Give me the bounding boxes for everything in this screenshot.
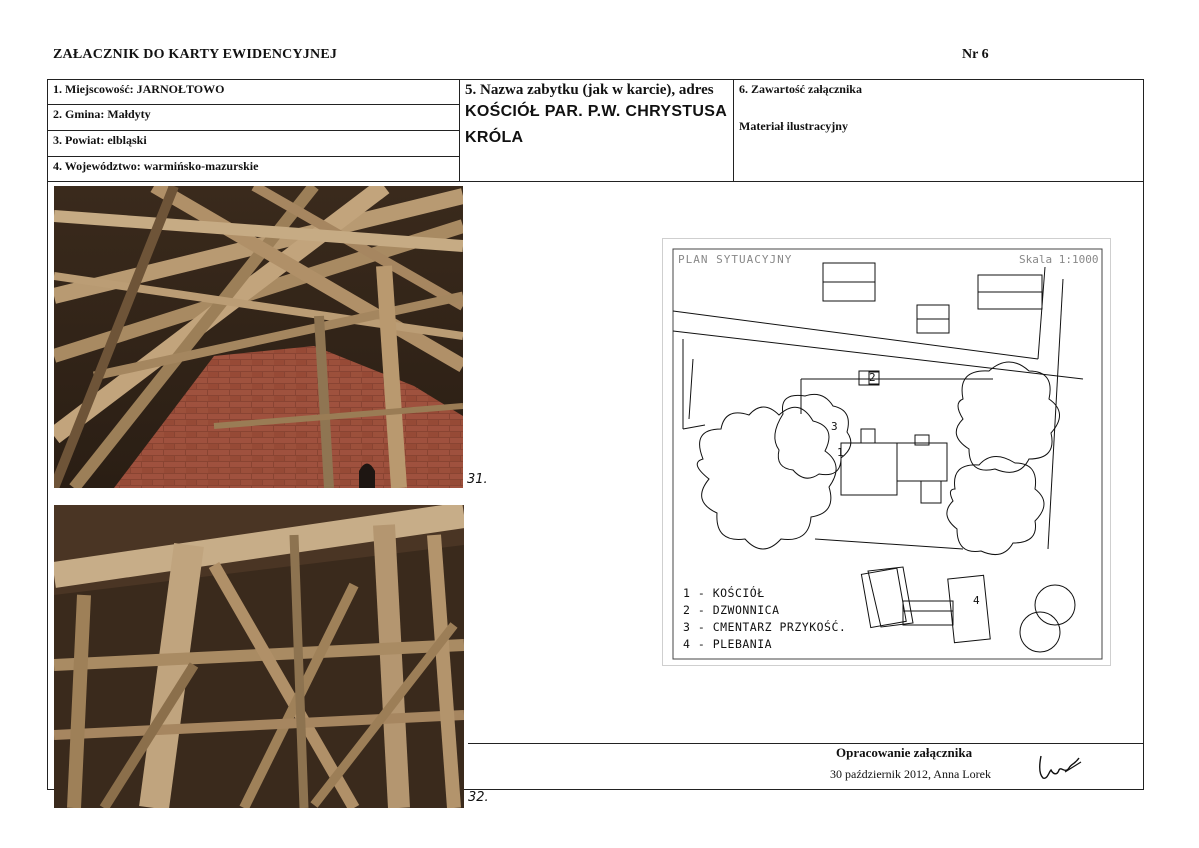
page-title: ZAŁACZNIK DO KARTY EWIDENCYJNEJ (53, 47, 338, 62)
monument-cell (459, 79, 734, 182)
contents-value: Materiał ilustracyjny (739, 119, 848, 133)
locality-cell (47, 79, 460, 105)
contents-cell (733, 79, 1144, 182)
photo-31-number: 31. (467, 472, 488, 487)
footer-date-author: 30 październik 2012, Anna Lorek (830, 767, 991, 781)
legend-item-belfry: 2 - DZWONNICA (683, 603, 780, 617)
county-cell (47, 130, 460, 157)
monument-name-line2: KRÓLA (465, 129, 524, 146)
voivodeship-cell (47, 156, 460, 182)
footer-divider (468, 743, 1144, 744)
attachment-number: Nr 6 (962, 47, 989, 62)
photo-32 (54, 505, 464, 808)
legend-item-church: 1 - KOŚCIÓŁ (683, 586, 765, 600)
commune-cell (47, 104, 460, 131)
plan-label-church: 1 (837, 446, 844, 459)
signature-icon (1035, 750, 1085, 787)
info-table (47, 79, 1144, 182)
commune-text: 2. Gmina: Małdyty (53, 107, 151, 121)
county-text: 3. Powiat: elbląski (53, 133, 147, 147)
plan-label-cemetery: 3 (831, 420, 838, 433)
plan-title: PLAN SYTUACYJNY (678, 253, 793, 266)
legend-item-cemetery: 3 - CMENTARZ PRZYKOŚĆ. (683, 620, 847, 634)
roof-truss-photo-2 (54, 505, 464, 808)
situation-plan (662, 238, 1111, 666)
legend-item-rectory: 4 - PLEBANIA (683, 637, 773, 651)
plan-legend (683, 585, 846, 653)
contents-label: 6. Zawartość załącznika (739, 82, 862, 96)
voivodeship-text: 4. Województwo: warmińsko-mazurskie (53, 159, 259, 173)
photo-32-number: 32. (468, 790, 489, 805)
plan-scale: Skala 1:1000 (1019, 253, 1099, 266)
monument-name-line1: KOŚCIÓŁ PAR. P.W. CHRYSTUSA (465, 103, 728, 120)
roof-truss-photo-1 (54, 186, 463, 488)
locality-text: 1. Miejscowość: JARNOŁTOWO (53, 82, 225, 96)
photo-31 (54, 186, 463, 488)
monument-label: 5. Nazwa zabytku (jak w karcie), adres (465, 82, 714, 98)
footer-title: Opracowanie załącznika (836, 745, 973, 760)
plan-label-belfry: 2 (869, 371, 876, 384)
plan-label-rectory: 4 (973, 594, 980, 607)
